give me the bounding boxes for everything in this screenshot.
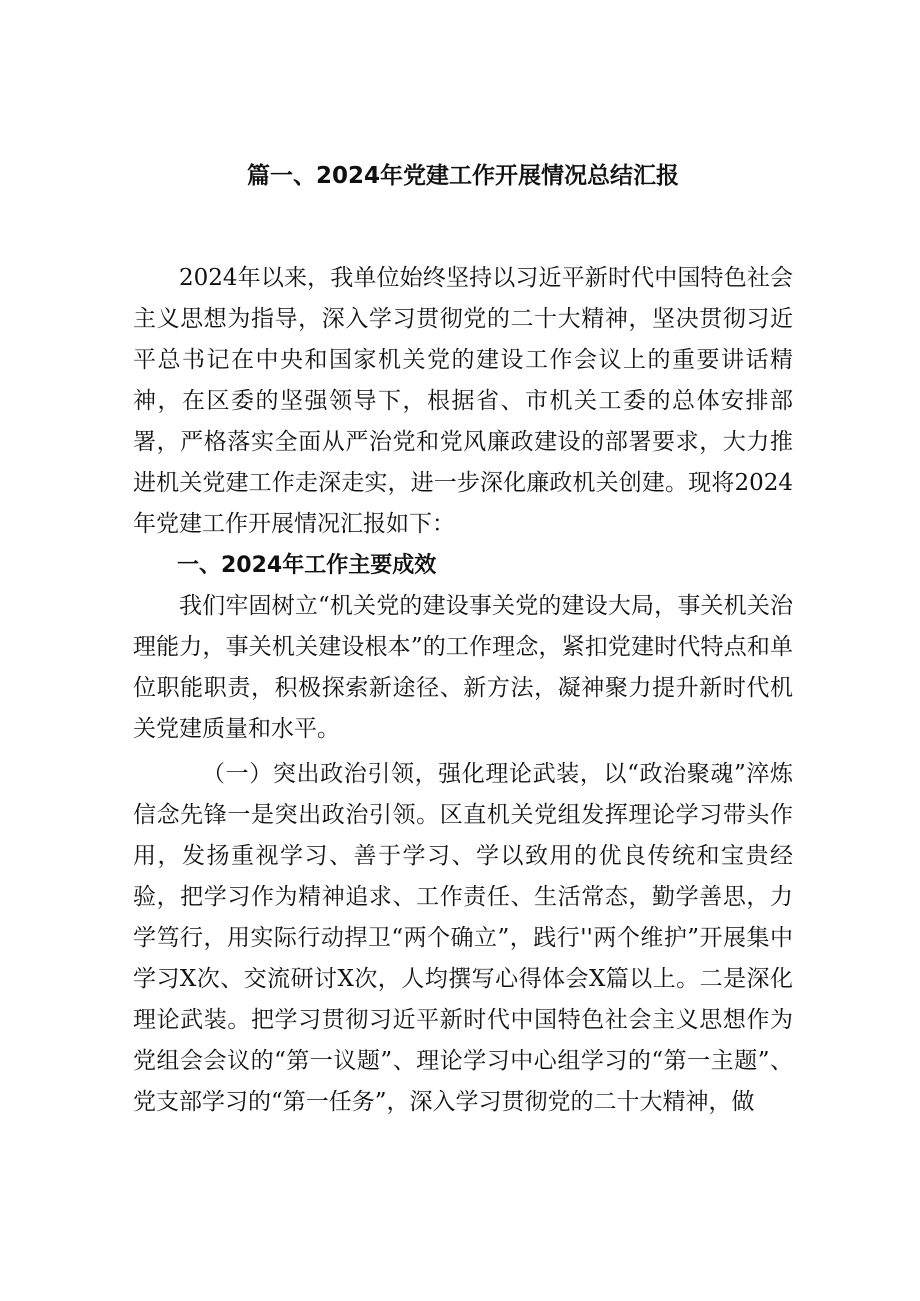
document-title: 篇一、2024年党建工作开展情况总结汇报: [246, 163, 679, 189]
document-body: [133, 258, 793, 1123]
subsection-paragraph: （一）突出政治引领，强化理论武装，以“政治聚魂”淬炼信念先锋一是突出政治引领。区直机关党组发挥理论学习带头作用，发扬重视学习、善于学习、学以致用的优良传统和宝贵经验，把学习作为精神追求、工作责任、生活常态，勤学善思，力学笃行，用实际行动捍卫“两个确立”，践行''两个维护”开展集中学习X次、交流研讨X次，人均撰写心得体会X篇以上。二是深化理论武装。把学习贯彻习近平新时代中国特色社会主义思想作为党组会会议的“第一议题”、理论学习中心组学习的“第一主题”、党支部学习的“第一任务”，深入学习贯彻党的二十大精神，做: [133, 761, 793, 1115]
intro-paragraph: 2024年以来，我单位始终坚持以习近平新时代中国特色社会主义思想为指导，深入学习贯彻党的二十大精神，坚决贯彻习近平总书记在中央和国家机关党的建设工作会议上的重要讲话精神，在区委的坚强领导下，根据省、市机关工委的总体安排部署，严格落实全面从严治党和党风廉政建设的部署要求，大力推进机关党建工作走深走实，进一步深化廉政机关创建。现将2024年党建工作开展情况汇报如下：: [133, 265, 793, 537]
section-heading: 一、2024年工作主要成效: [177, 553, 437, 578]
section-paragraph: 我们牢固树立“机关党的建设事关党的建设大局，事关机关治理能力，事关机关建设根本”的工作理念，紧扣党建时代特点和单位职能职责，积极探索新途径、新方法，凝神聚力提升新时代机关党建质量和水平。: [133, 593, 793, 742]
